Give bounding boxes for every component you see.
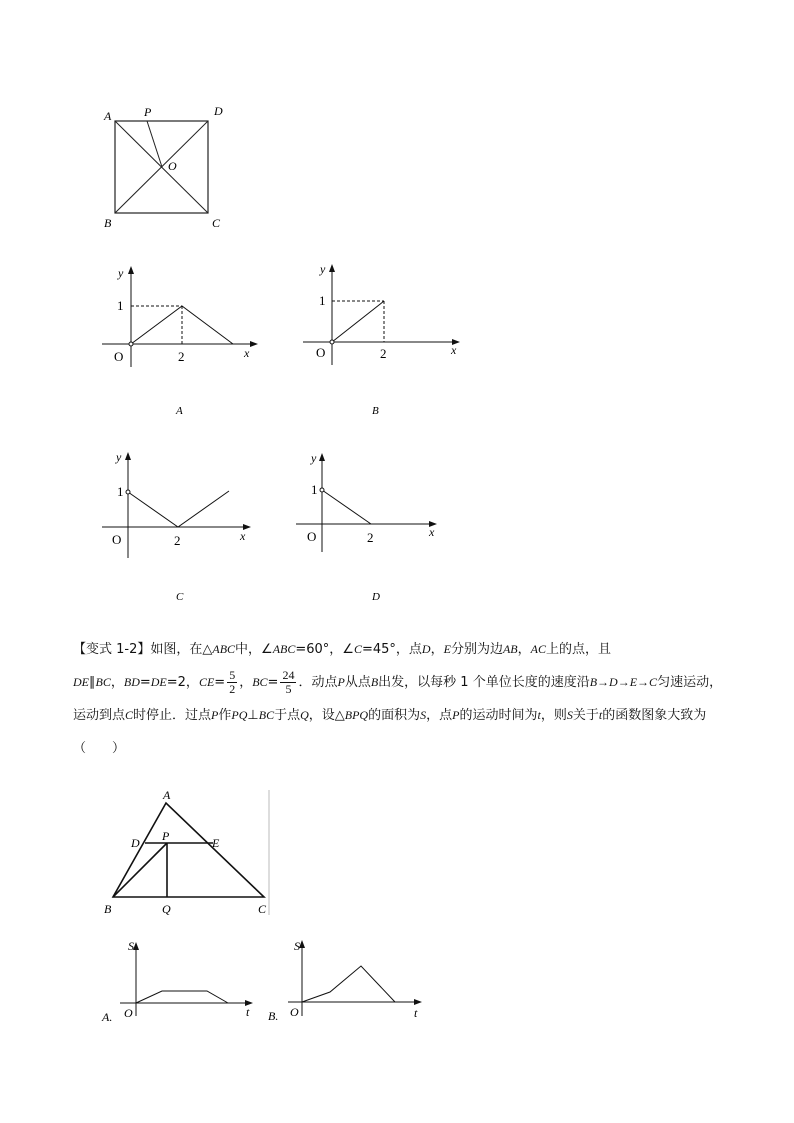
- label-p: P: [144, 105, 152, 119]
- label-o: O: [168, 159, 177, 173]
- x-tick-label: 2: [174, 533, 181, 548]
- label-b: B: [104, 902, 112, 916]
- caption-a[interactable]: A: [176, 405, 183, 417]
- origin-label: O: [316, 345, 326, 360]
- y-arrow-icon: [128, 266, 134, 274]
- open-point: [320, 488, 324, 492]
- caption-c[interactable]: C: [176, 591, 184, 603]
- x-tick-label: 2: [380, 346, 387, 361]
- open-point: [330, 340, 334, 344]
- label-a: A: [163, 788, 171, 802]
- graph-line: [128, 491, 229, 527]
- x-label: x: [451, 343, 457, 357]
- caption-b: B.: [268, 1009, 279, 1023]
- caption-a: A.: [102, 1010, 113, 1024]
- y-label: y: [116, 450, 122, 464]
- x-label: t: [414, 1006, 418, 1020]
- label-e: E: [212, 836, 220, 850]
- st-graph-option-b: [266, 936, 431, 1026]
- graph-option-d: [294, 449, 464, 564]
- y-tick-label: 1: [319, 293, 326, 308]
- x-label: x: [429, 525, 435, 539]
- y-label: S: [294, 939, 300, 953]
- open-point: [129, 342, 133, 346]
- label-b: B: [104, 216, 112, 230]
- origin-label: O: [307, 529, 317, 544]
- segment-bp: [113, 843, 167, 897]
- label-c: C: [212, 216, 221, 230]
- square-figure: [100, 100, 230, 230]
- y-tick-label: 1: [117, 484, 124, 499]
- y-arrow-icon: [125, 452, 131, 460]
- st-graph-option-a: [100, 938, 265, 1028]
- y-tick-label: 1: [117, 298, 124, 313]
- x-tick-label: 2: [367, 530, 374, 545]
- triangle-figure: [104, 785, 274, 920]
- graph-line: [332, 301, 384, 342]
- label-c: C: [258, 902, 267, 916]
- open-point: [126, 490, 130, 494]
- graph-line: [302, 966, 395, 1002]
- origin-label: O: [124, 1006, 133, 1020]
- graph-line: [136, 991, 228, 1003]
- x-arrow-icon: [250, 341, 258, 347]
- x-arrow-icon: [414, 999, 422, 1005]
- y-arrow-icon: [329, 264, 335, 272]
- label-a: A: [104, 109, 112, 123]
- problem-text: 【变式 1-2】如图，在△ABC中，∠ABC=60°，∠C=45°，点D，E分别为边AB，AC上的点，且 DE∥BC，BD=DE=2，CE= $\frac{5}{2}$ ，BC= $\frac{24}{5}$ ．动点P从点B出发，以每秒 1 个单位长度的速度沿B→D→E→C匀速运动，运动到点C时停止．过点P作PQ⊥BC于点Q，设△BPQ的面积为S，点P的运动时间为t，则S关于t的函数图象大致为（ ）: [73, 642, 723, 756]
- x-label: t: [246, 1005, 250, 1019]
- origin-label: O: [112, 532, 122, 547]
- y-label: y: [320, 262, 326, 276]
- graph-option-a: [100, 262, 270, 372]
- graph-option-b: [301, 260, 471, 370]
- label-d: D: [131, 836, 140, 850]
- fraction-bc: $\frac{24}{5}$: [282, 668, 295, 696]
- y-label: y: [118, 266, 124, 280]
- label-d: D: [214, 104, 223, 118]
- caption-d[interactable]: D: [372, 591, 380, 603]
- x-tick-label: 2: [178, 349, 185, 364]
- origin-label: O: [290, 1005, 299, 1019]
- y-label: y: [311, 451, 317, 465]
- graph-option-c: [100, 448, 270, 563]
- origin-label: O: [114, 349, 124, 364]
- y-tick-label: 1: [311, 482, 318, 497]
- graph-line: [322, 490, 371, 524]
- y-arrow-icon: [319, 453, 325, 461]
- x-label: x: [240, 529, 246, 543]
- fraction-ce: $\frac{5}{2}$: [229, 668, 236, 696]
- x-label: x: [244, 346, 250, 360]
- y-label: S: [128, 939, 134, 953]
- caption-b[interactable]: B: [372, 405, 379, 417]
- problem-tag: 【变式 1-2】: [73, 642, 151, 657]
- label-p: P: [162, 829, 170, 843]
- label-q: Q: [162, 902, 171, 916]
- triangle-abc: [113, 803, 264, 897]
